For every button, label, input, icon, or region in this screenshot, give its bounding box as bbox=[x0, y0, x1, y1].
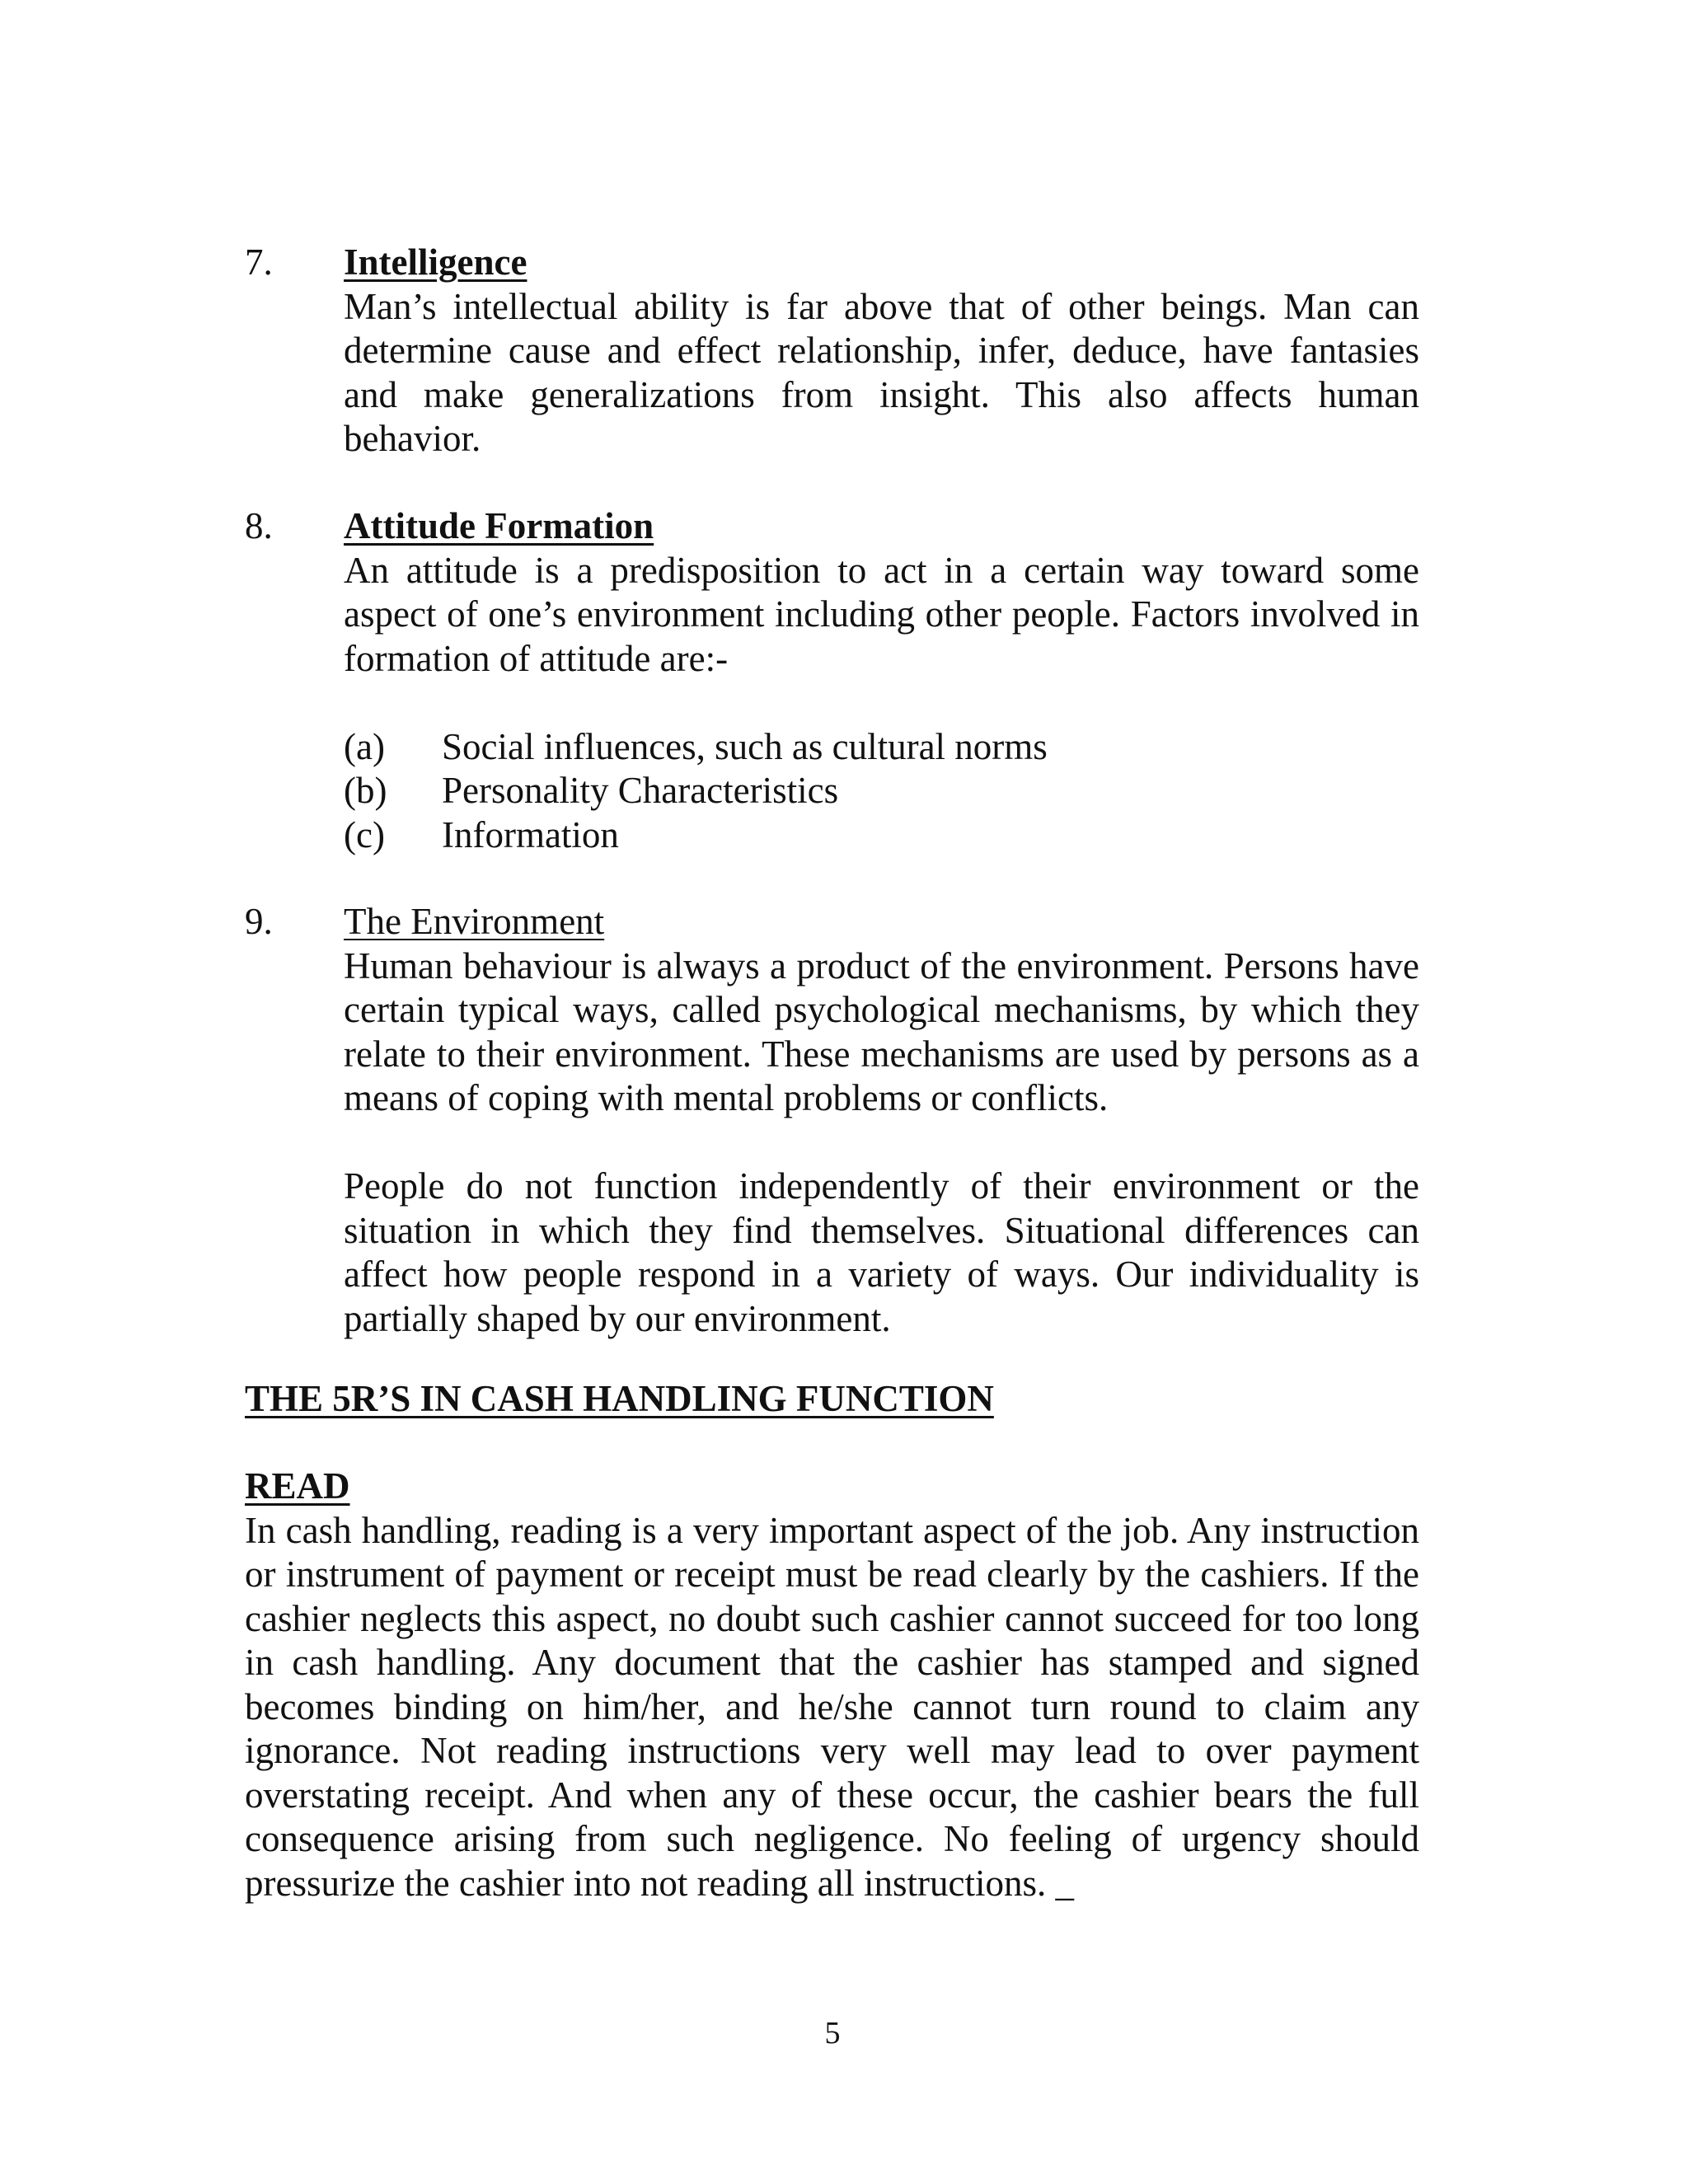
factor-text: Information bbox=[442, 813, 619, 855]
list-item-intelligence bbox=[245, 241, 1419, 462]
item-number: 7. bbox=[245, 241, 273, 283]
list-item-environment bbox=[245, 900, 1419, 1341]
read-section bbox=[245, 1465, 1419, 1905]
item-body bbox=[344, 504, 1419, 857]
item-body bbox=[344, 241, 1419, 462]
item-number: 8. bbox=[245, 505, 273, 546]
item-number: 9. bbox=[245, 901, 273, 942]
read-heading: READ bbox=[245, 1465, 350, 1507]
item-paragraph: Human behaviour is always a product of the environment. Persons have certain typical ways, called psychological mechanisms, by which they relate to their environment. These mechanisms are used by persons as a means of coping with mental problems or conflicts. bbox=[344, 944, 1419, 1118]
factor-marker: (a) bbox=[344, 725, 385, 767]
item-paragraph: An attitude is a predisposition to act in a certain way toward some aspect of one’s environment including other people. Factors involved in formation of attitude are:- bbox=[344, 549, 1419, 679]
item-paragraph: Man’s intellectual ability is far above that of other beings. Man can determine cause and effect relationship, infer, deduce, have fantasies and make generalizations from insight. This also affects human behavior. bbox=[344, 285, 1419, 459]
factor-marker: (c) bbox=[344, 813, 385, 855]
list-item-attitude-formation bbox=[245, 504, 1419, 857]
read-paragraph: In cash handling, reading is a very important aspect of the job. Any instruction or instrument of payment or receipt must be read clearly by the cashiers. If the cashier neglects this aspect, no doubt such cashier cannot succeed for too long in cash handling. Any document that the cashier has stamped and signed becomes binding on him/her, and he/she cannot turn round to claim any ignorance. Not reading instructions very well may lead to over payment overstating receipt. And when any of these occur, the cashier bears the full consequence arising from such negligence. No feeling of urgency should pressurize the cashier into not reading all instructions. _ bbox=[245, 1509, 1419, 1904]
item-heading: Attitude Formation bbox=[344, 505, 654, 546]
item-body bbox=[344, 900, 1419, 1341]
factor-list bbox=[344, 725, 1419, 858]
section-title: THE 5R’S IN CASH HANDLING FUNCTION bbox=[245, 1378, 994, 1419]
factor-marker: (b) bbox=[344, 770, 387, 811]
item-heading: Intelligence bbox=[344, 241, 528, 283]
item-heading: The Environment bbox=[344, 901, 605, 942]
page-number: 5 bbox=[824, 2016, 841, 2050]
factor-item bbox=[344, 769, 1419, 813]
factor-item bbox=[344, 725, 1419, 770]
factor-text: Social influences, such as cultural norms bbox=[442, 725, 1048, 767]
item-paragraph: People do not function independently of their environment or the situation in which they find themselves. Situational differences can affect how people respond in a variety of ways. Our individuality is partially shaped by our environment. bbox=[344, 1165, 1419, 1339]
factor-item bbox=[344, 813, 1419, 858]
factor-text: Personality Characteristics bbox=[442, 770, 839, 811]
